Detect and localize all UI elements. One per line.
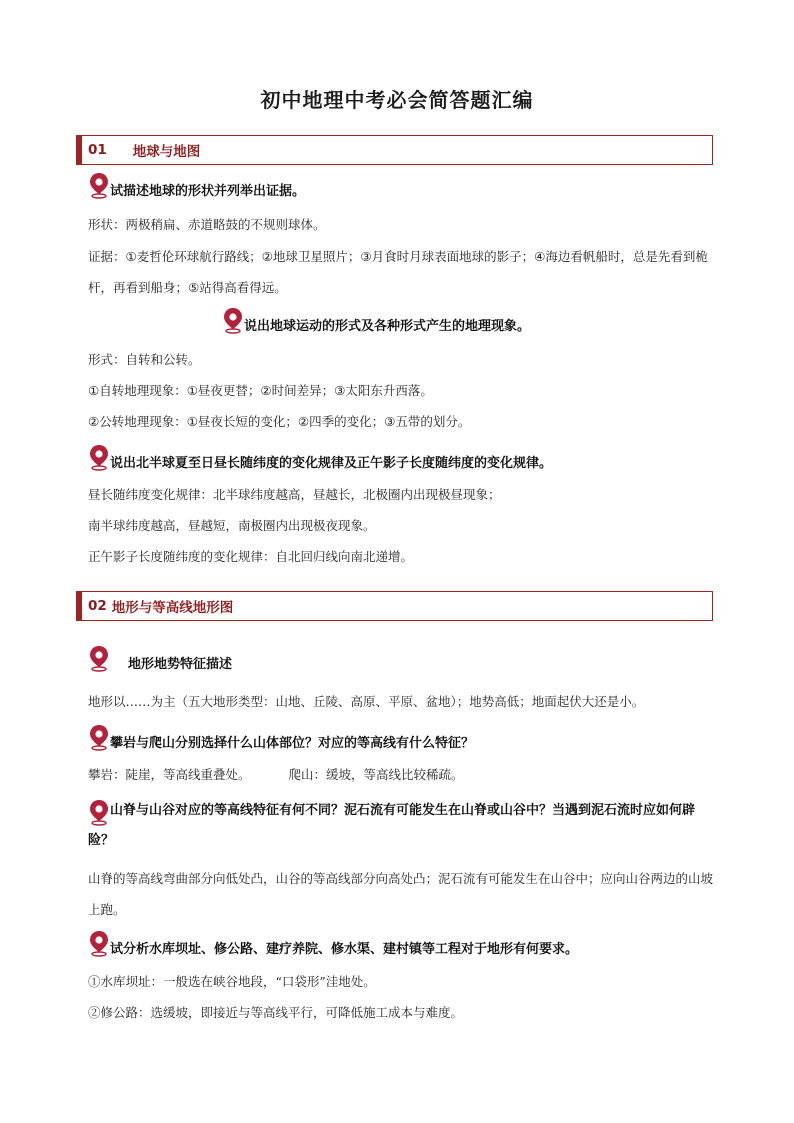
question-6 xyxy=(88,796,708,856)
location-pin-icon xyxy=(222,307,244,334)
answer-paragraph: 南半球纬度越高，昼越短，南极圈内出现极夜现象。 xyxy=(88,518,376,533)
question-text: 说出地球运动的形式及各种形式产生的地理现象。 xyxy=(244,319,531,334)
question-text: 试描述地球的形状并列举出证据。 xyxy=(110,184,306,199)
question-2 xyxy=(222,307,530,334)
section-header-02 xyxy=(76,591,713,621)
answer-row xyxy=(88,759,713,790)
question-text: 试分析水库坝址、修公路、建疗养院、修水渠、建村镇等工程对于地形有何要求。 xyxy=(110,942,579,957)
answer-paragraph: 形状：两极稍扁、赤道略鼓的不规则球体。 xyxy=(88,217,326,232)
location-pin-icon xyxy=(88,930,110,957)
answer-paragraph: ②公转地理现象：①昼夜长短的变化；②四季的变化；③五带的划分。 xyxy=(88,414,471,429)
answer-paragraph: 昼长随纬度变化规律：北半球纬度越高，昼越长，北极圈内出现极昼现象； xyxy=(88,487,501,502)
question-3 xyxy=(88,444,552,471)
section-header-01 xyxy=(76,135,713,165)
document-title: 初中地理中考必会简答题汇编 xyxy=(260,88,534,112)
location-pin-icon xyxy=(88,444,110,471)
answer-text: 爬山：缓坡，等高线比较稀疏。 xyxy=(288,767,464,782)
question-text: 地形地势特征描述 xyxy=(128,657,233,672)
answer-paragraph: ①水库坝址：一般选在峡谷地段，“口袋形”洼地处。 xyxy=(88,974,376,989)
section-title: 地形与等高线地形图 xyxy=(111,600,234,616)
section-number: 01 xyxy=(88,142,107,158)
location-pin-icon xyxy=(88,799,110,826)
answer-paragraph: 山脊的等高线弯曲部分向低处凸，山谷的等高线部分向高处凸；泥石流有可能发生在山谷中；应向山谷两边的山坡上跑。 xyxy=(88,871,714,917)
section-title: 地球与地图 xyxy=(132,144,201,160)
question-text: 山脊与山谷对应的等高线特征有何不同？泥石流有可能发生在山脊或山谷中？当遇到泥石流时应如何辟险？ xyxy=(88,803,696,848)
section-number: 02 xyxy=(88,598,107,614)
question-1 xyxy=(88,172,305,199)
question-text: 攀岩与爬山分别选择什么山体部位？对应的等高线有什么特征？ xyxy=(110,736,475,751)
location-pin-icon xyxy=(88,172,110,199)
answer-paragraph: 形式：自转和公转。 xyxy=(88,352,201,367)
answer-paragraph: 地形以……为主（五大地形类型：山地、丘陵、高原、平原、盆地）；地势高低；地面起伏大还是小。 xyxy=(88,694,645,709)
location-pin-icon xyxy=(88,645,110,672)
answer-paragraph: 正午影子长度随纬度的变化规律：自北回归线向南北递增。 xyxy=(88,549,414,564)
question-5 xyxy=(88,724,474,751)
question-text: 说出北半球夏至日昼长随纬度的变化规律及正午影子长度随纬度的变化规律。 xyxy=(110,456,553,471)
answer-paragraph: ①自转地理现象：①昼夜更替；②时间差异；③太阳东升西落。 xyxy=(88,383,433,398)
question-7 xyxy=(88,930,578,957)
question-4 xyxy=(88,645,232,672)
location-pin-icon xyxy=(88,724,110,751)
answer-text: 攀岩：陡崖，等高线重叠处。 xyxy=(88,767,251,782)
answer-paragraph: 证据：①麦哲伦环球航行路线；②地球卫星照片；③月食时月球表面地球的影子；④海边看帆船时，总是先看到桅杆，再看到船身；⑤站得高看得远。 xyxy=(88,249,708,295)
answer-paragraph: ②修公路：选缓坡，即接近与等高线平行，可降低施工成本与难度。 xyxy=(88,1005,464,1020)
